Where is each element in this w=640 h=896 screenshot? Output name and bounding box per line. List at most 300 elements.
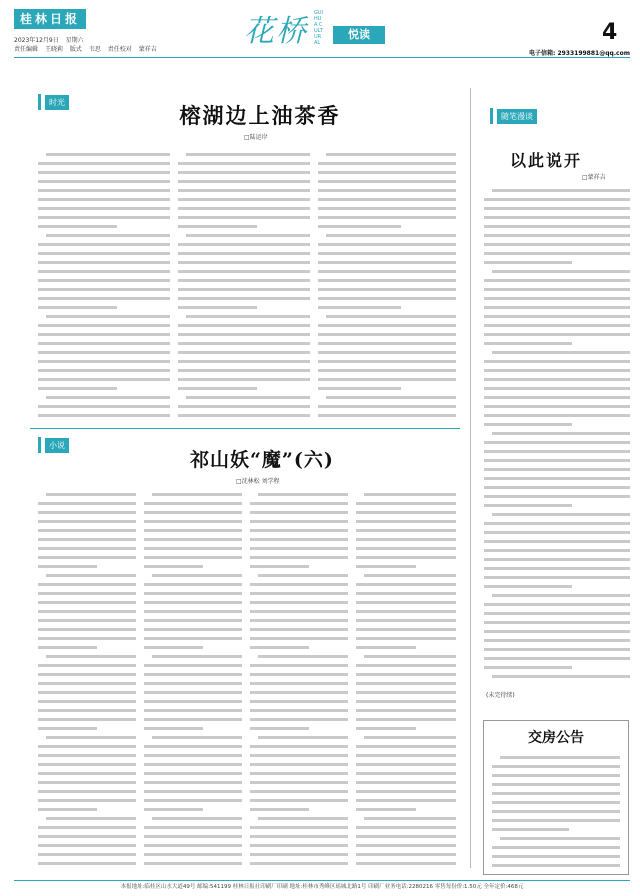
text-line [178, 249, 310, 258]
text-line [144, 661, 242, 670]
text-line [356, 544, 456, 553]
main-headline: 榕湖边上油茶香 [179, 103, 341, 128]
text-line [484, 420, 630, 429]
text-line [484, 618, 630, 627]
text-line [250, 760, 348, 769]
text-line [484, 330, 630, 339]
text-line [318, 321, 456, 330]
text-line [484, 339, 630, 348]
column-tag-novel: 小说 [38, 437, 69, 453]
text-line [484, 429, 630, 438]
text-line [492, 780, 620, 789]
text-line [144, 778, 242, 787]
text-line [250, 859, 348, 868]
text-line [38, 276, 170, 285]
text-line [356, 724, 456, 733]
text-line [178, 357, 310, 366]
text-line [484, 636, 630, 645]
text-line [356, 805, 456, 814]
text-line [356, 517, 456, 526]
text-line [250, 499, 348, 508]
text-line [484, 654, 630, 663]
text-line [492, 753, 620, 762]
text-line [38, 724, 136, 733]
text-line [250, 571, 348, 580]
text-line [178, 267, 310, 276]
text-line [38, 670, 136, 679]
text-line [484, 240, 630, 249]
contact-email: 电子信箱: 2933199881@qq.com [528, 50, 630, 57]
text-line [38, 760, 136, 769]
newspaper-logo: 桂林日报 [14, 9, 86, 29]
section-english-title: GUIHUA CULTURAL [314, 10, 324, 46]
text-line [250, 724, 348, 733]
text-line [144, 625, 242, 634]
text-line [318, 312, 456, 321]
text-line [484, 384, 630, 393]
text-line [144, 553, 242, 562]
essay-end-byline: (未完待续) [486, 692, 515, 699]
text-line [144, 715, 242, 724]
text-line [250, 733, 348, 742]
text-line [356, 589, 456, 598]
text-line [250, 553, 348, 562]
text-line [318, 357, 456, 366]
column-divider [470, 88, 471, 868]
text-line [38, 643, 136, 652]
text-line [492, 762, 620, 771]
text-line [484, 582, 630, 591]
essay-byline: □蒙祥吉 [582, 174, 606, 181]
text-line [250, 832, 348, 841]
text-line [38, 321, 170, 330]
text-line [356, 535, 456, 544]
text-line [250, 580, 348, 589]
text-line [484, 186, 630, 195]
text-line [178, 411, 310, 420]
text-line [38, 679, 136, 688]
text-line [144, 670, 242, 679]
text-line [144, 742, 242, 751]
text-line [38, 796, 136, 805]
text-line [38, 580, 136, 589]
text-line [178, 384, 310, 393]
text-line [318, 195, 456, 204]
text-line [356, 508, 456, 517]
text-line [38, 841, 136, 850]
text-line [144, 787, 242, 796]
text-line [38, 616, 136, 625]
text-line [250, 706, 348, 715]
text-line [356, 841, 456, 850]
text-line [356, 625, 456, 634]
text-line [144, 760, 242, 769]
text-line [484, 501, 630, 510]
text-line [250, 589, 348, 598]
text-line [484, 303, 630, 312]
text-line [38, 204, 170, 213]
text-line [318, 366, 456, 375]
text-line [38, 571, 136, 580]
text-line [38, 661, 136, 670]
text-line [484, 609, 630, 618]
text-line [38, 823, 136, 832]
text-line [484, 267, 630, 276]
text-line [250, 688, 348, 697]
text-line [144, 526, 242, 535]
text-line [144, 796, 242, 805]
masthead [0, 0, 640, 58]
text-line [356, 652, 456, 661]
text-line [38, 634, 136, 643]
text-line [178, 402, 310, 411]
text-line [484, 627, 630, 636]
text-line [144, 607, 242, 616]
text-line [144, 508, 242, 517]
text-line [144, 832, 242, 841]
text-line [38, 859, 136, 868]
text-line [484, 510, 630, 519]
text-line [38, 490, 136, 499]
text-line [144, 823, 242, 832]
text-line [250, 535, 348, 544]
text-line [144, 706, 242, 715]
text-line [38, 348, 170, 357]
text-line [356, 706, 456, 715]
text-line [484, 213, 630, 222]
text-line [38, 517, 136, 526]
text-line [38, 850, 136, 859]
text-line [144, 490, 242, 499]
text-line [178, 303, 310, 312]
text-line [38, 402, 170, 411]
text-line [250, 796, 348, 805]
text-line [484, 672, 630, 681]
text-line [38, 715, 136, 724]
text-line [38, 240, 170, 249]
text-line [178, 258, 310, 267]
text-line [38, 339, 170, 348]
text-line [250, 787, 348, 796]
text-line [144, 697, 242, 706]
text-line [318, 249, 456, 258]
text-line [356, 859, 456, 868]
text-line [250, 778, 348, 787]
text-line [38, 231, 170, 240]
text-line [484, 465, 630, 474]
text-line [144, 544, 242, 553]
text-line [356, 733, 456, 742]
text-line [356, 715, 456, 724]
main-byline: □陆运岸 [244, 134, 268, 141]
serial-column-2 [144, 490, 242, 872]
text-line [38, 312, 170, 321]
text-line [484, 591, 630, 600]
article-column-2 [178, 150, 310, 420]
text-line [250, 634, 348, 643]
text-line [178, 366, 310, 375]
text-line [38, 249, 170, 258]
text-line [356, 823, 456, 832]
text-line [250, 616, 348, 625]
notice-title: 交房公告 [528, 730, 584, 746]
text-line [178, 177, 310, 186]
editor-line: 责任编辑 王晓莉 版式 韦思 责任校对 蒙祥吉 [14, 46, 157, 53]
text-line [38, 159, 170, 168]
page-number: 4 [602, 20, 618, 45]
text-line [144, 814, 242, 823]
text-line [250, 652, 348, 661]
footer: 本报地址:临桂区山水大道49号 邮编:541199 桂林日报社印刷厂印刷 地址:桂林市秀峰区瑶城北路1号 印刷厂业务电话:2280216 零售每份价:1.50元 全年定价:468元 [14, 880, 630, 892]
text-line [250, 697, 348, 706]
text-line [356, 688, 456, 697]
text-line [250, 517, 348, 526]
text-line [250, 544, 348, 553]
text-line [250, 598, 348, 607]
text-line [38, 508, 136, 517]
text-line [356, 760, 456, 769]
text-line [250, 643, 348, 652]
date-line: 2023年12月9日 星期六 [14, 37, 84, 44]
text-line [318, 285, 456, 294]
text-line [178, 294, 310, 303]
text-line [356, 751, 456, 760]
text-line [144, 643, 242, 652]
text-line [178, 213, 310, 222]
article-column-3 [318, 150, 456, 420]
text-line [38, 805, 136, 814]
text-line [38, 652, 136, 661]
text-line [38, 222, 170, 231]
section-tag: 悦读 [333, 26, 385, 44]
text-line [144, 580, 242, 589]
text-line [178, 393, 310, 402]
text-line [38, 733, 136, 742]
text-line [38, 285, 170, 294]
text-line [38, 213, 170, 222]
text-line [250, 823, 348, 832]
text-line [318, 231, 456, 240]
text-line [144, 751, 242, 760]
text-line [356, 616, 456, 625]
text-line [38, 544, 136, 553]
text-line [484, 348, 630, 357]
text-line [38, 186, 170, 195]
text-line [318, 348, 456, 357]
text-line [144, 652, 242, 661]
text-line [144, 634, 242, 643]
text-line [38, 553, 136, 562]
text-line [356, 670, 456, 679]
text-line [38, 526, 136, 535]
text-line [484, 519, 630, 528]
text-line [484, 663, 630, 672]
text-line [318, 240, 456, 249]
text-line [356, 580, 456, 589]
text-line [318, 303, 456, 312]
text-line [318, 186, 456, 195]
text-line [484, 573, 630, 582]
text-line [144, 616, 242, 625]
text-line [38, 357, 170, 366]
notice-body [492, 753, 620, 871]
text-line [250, 814, 348, 823]
text-line [484, 294, 630, 303]
text-line [484, 249, 630, 258]
text-line [250, 490, 348, 499]
text-line [144, 598, 242, 607]
text-line [492, 852, 620, 861]
text-line [484, 411, 630, 420]
text-line [250, 850, 348, 859]
text-line [178, 222, 310, 231]
serial-headline: 祁山妖“魔”(六) [190, 449, 334, 471]
text-line [318, 267, 456, 276]
text-line [484, 285, 630, 294]
text-line [318, 294, 456, 303]
text-line [38, 330, 170, 339]
text-line [356, 832, 456, 841]
text-line [144, 571, 242, 580]
text-line [492, 798, 620, 807]
text-line [318, 213, 456, 222]
text-line [484, 447, 630, 456]
text-line [38, 814, 136, 823]
text-line [250, 670, 348, 679]
text-line [318, 384, 456, 393]
text-line [38, 393, 170, 402]
text-line [356, 778, 456, 787]
text-line [484, 321, 630, 330]
text-line [356, 607, 456, 616]
text-line [38, 375, 170, 384]
column-tag-essay: 随笔漫谈 [490, 108, 537, 124]
text-line [492, 843, 620, 852]
text-line [318, 204, 456, 213]
text-line [484, 258, 630, 267]
text-line [250, 562, 348, 571]
text-line [484, 456, 630, 465]
text-line [492, 861, 620, 870]
text-line [144, 562, 242, 571]
text-line [178, 276, 310, 285]
text-line [38, 168, 170, 177]
text-line [144, 841, 242, 850]
text-line [318, 168, 456, 177]
text-line [178, 204, 310, 213]
text-line [178, 240, 310, 249]
article-column-1 [38, 150, 170, 420]
text-line [356, 661, 456, 670]
text-line [38, 607, 136, 616]
text-line [492, 789, 620, 798]
text-line [318, 258, 456, 267]
serial-column-3 [250, 490, 348, 872]
text-line [250, 526, 348, 535]
text-line [356, 634, 456, 643]
text-line [318, 177, 456, 186]
text-line [356, 553, 456, 562]
text-line [356, 562, 456, 571]
text-line [178, 330, 310, 339]
text-line [38, 787, 136, 796]
text-line [484, 204, 630, 213]
text-line [484, 483, 630, 492]
text-line [484, 438, 630, 447]
text-line [38, 778, 136, 787]
text-line [38, 294, 170, 303]
text-line [178, 348, 310, 357]
text-line [484, 366, 630, 375]
column-tag-time: 时光 [38, 94, 69, 110]
text-line [38, 742, 136, 751]
text-line [484, 393, 630, 402]
essay-body [484, 186, 630, 688]
text-line [484, 276, 630, 285]
text-line [38, 258, 170, 267]
text-line [38, 589, 136, 598]
text-line [318, 150, 456, 159]
text-line [356, 814, 456, 823]
text-line [250, 805, 348, 814]
serial-column-1 [38, 490, 136, 872]
text-line [38, 769, 136, 778]
text-line [144, 535, 242, 544]
text-line [38, 706, 136, 715]
text-line [144, 688, 242, 697]
text-line [38, 751, 136, 760]
text-line [178, 186, 310, 195]
text-line [144, 805, 242, 814]
text-line [38, 697, 136, 706]
text-line [178, 195, 310, 204]
text-line [356, 571, 456, 580]
text-line [492, 834, 620, 843]
text-line [38, 411, 170, 420]
text-line [250, 625, 348, 634]
text-line [38, 267, 170, 276]
text-line [356, 490, 456, 499]
text-line [356, 526, 456, 535]
text-line [144, 679, 242, 688]
text-line [484, 402, 630, 411]
text-line [484, 600, 630, 609]
text-line [250, 607, 348, 616]
text-line [318, 222, 456, 231]
text-line [38, 832, 136, 841]
text-line [318, 402, 456, 411]
text-line [38, 366, 170, 375]
text-line [484, 312, 630, 321]
text-line [356, 850, 456, 859]
text-line [38, 177, 170, 186]
text-line [144, 724, 242, 733]
text-line [144, 499, 242, 508]
text-line [178, 159, 310, 168]
text-line [250, 679, 348, 688]
text-line [178, 321, 310, 330]
text-line [484, 564, 630, 573]
text-line [178, 168, 310, 177]
text-line [492, 771, 620, 780]
text-line [484, 528, 630, 537]
serial-column-4 [356, 490, 456, 872]
text-line [318, 276, 456, 285]
text-line [38, 535, 136, 544]
text-line [38, 150, 170, 159]
text-line [356, 499, 456, 508]
text-line [492, 816, 620, 825]
